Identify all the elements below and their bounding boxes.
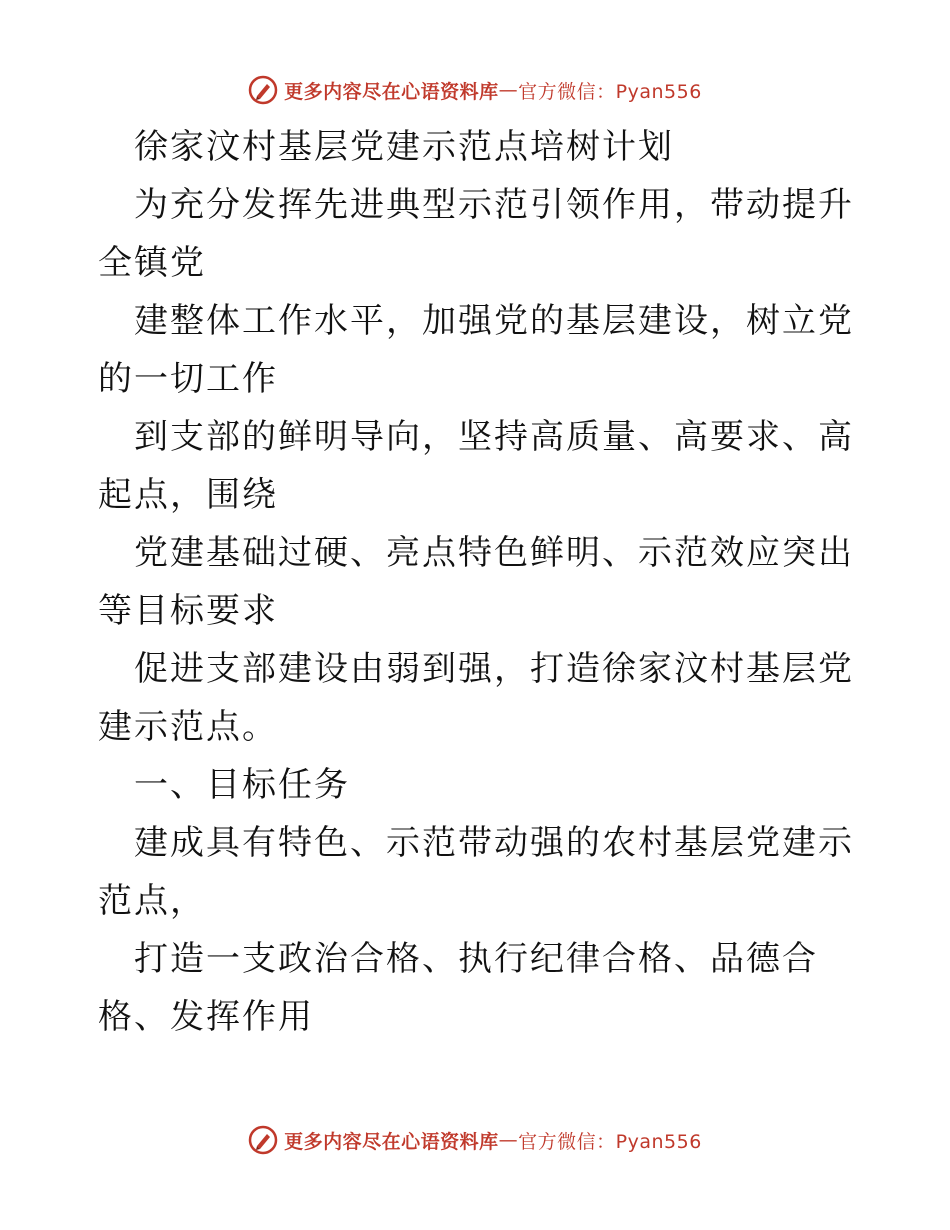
document-title: 徐家汶村基层党建示范点培树计划 xyxy=(134,127,674,167)
section-heading: 一、目标任务 xyxy=(134,765,350,805)
watermark-main-text: 更多内容尽在心语资料库 xyxy=(284,80,499,103)
watermark-separator: — xyxy=(498,79,519,101)
watermark-wechat-text: 官方微信：Pyan556 xyxy=(518,1130,702,1153)
footer-watermark xyxy=(0,1120,950,1160)
paragraph: 建整体工作水平，加强党的基层建设，树立党的一切工作 xyxy=(98,301,854,399)
paragraph: 为充分发挥先进典型示范引领作用，带动提升全镇党 xyxy=(98,185,854,283)
watermark-wechat-text: 官方微信：Pyan556 xyxy=(518,80,702,103)
paragraph: 打造一支政治合格、执行纪律合格、品德合格、发挥作用 xyxy=(98,939,818,1037)
header-watermark xyxy=(0,70,950,110)
watermark-main-text: 更多内容尽在心语资料库 xyxy=(284,1130,499,1153)
paragraph: 党建基础过硬、亮点特色鲜明、示范效应突出等目标要求 xyxy=(98,533,854,631)
watermark-separator: — xyxy=(498,1129,519,1151)
document-body xyxy=(98,118,858,1046)
paragraph: 到支部的鲜明导向，坚持高质量、高要求、高起点，围绕 xyxy=(98,417,854,515)
pen-logo-icon xyxy=(248,75,278,105)
pen-logo-icon xyxy=(248,1125,278,1155)
paragraph: 建成具有特色、示范带动强的农村基层党建示范点， xyxy=(98,823,854,921)
paragraph: 促进支部建设由弱到强，打造徐家汶村基层党建示范点。 xyxy=(98,649,854,747)
